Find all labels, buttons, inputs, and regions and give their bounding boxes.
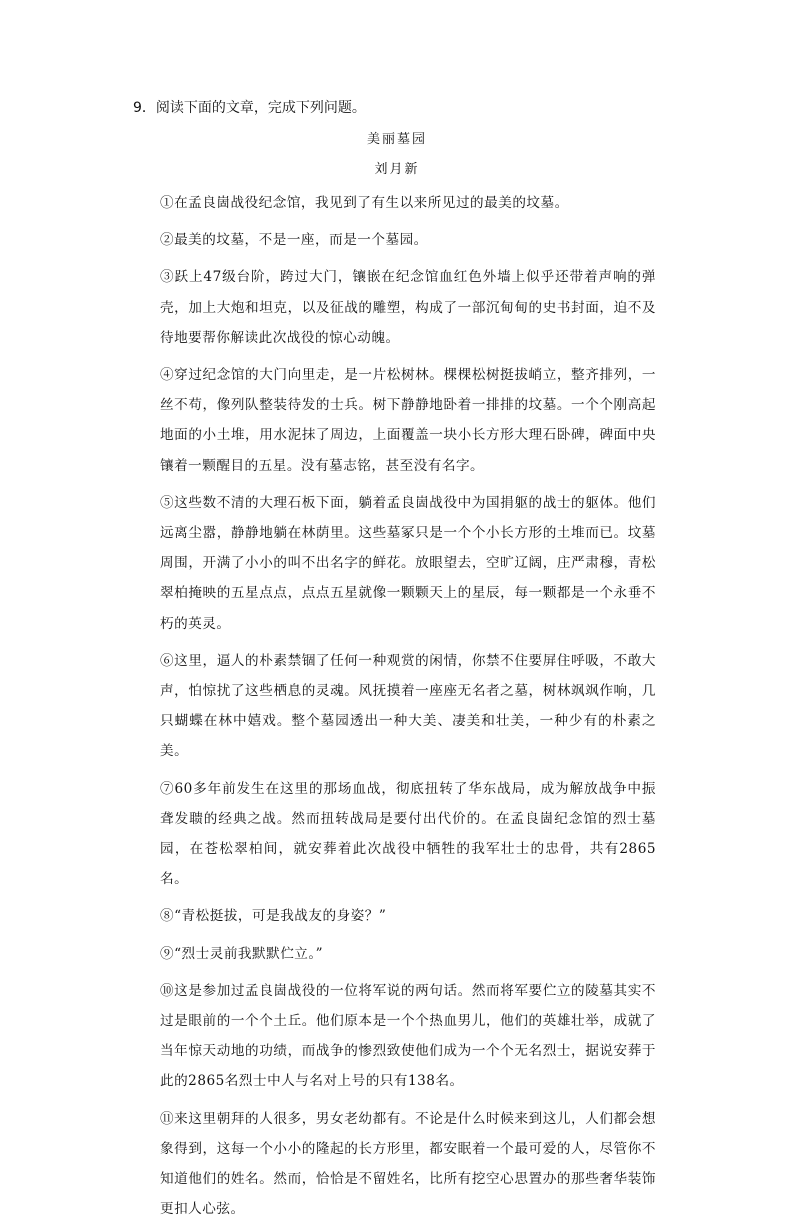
question-label: 9．阅读下面的文章，完成下列问题。 xyxy=(133,100,366,116)
paragraph: ⑧“青松挺拔，可是我战友的身姿？” xyxy=(160,908,387,925)
paragraph: ③跃上47级台阶，跨过大门，镶嵌在纪念馆血红色外墙上似乎还带着声响的弹壳，加上大炮和坦克，以及征战的雕塑，构成了一部沉甸甸的史书封面，迫不及待地要帮你解读此次战役的惊心动魄。 xyxy=(160,269,656,346)
article-author: 刘月新 xyxy=(374,162,420,177)
paragraph: ④穿过纪念馆的大门向里走，是一片松树林。棵棵松树挺拔峭立，整齐排列，一丝不苟，像列队整装待发的士兵。树下静静地卧着一排排的坟墓。一个个刚高起地面的小土堆，用水泥抹了周边，上面覆盖一块小长方形大理石卧碑，碑面中央镶着一颗醒目的五星。没有墓志铭，甚至没有名字。 xyxy=(160,367,656,474)
article-title: 美丽墓园 xyxy=(366,132,427,147)
paragraph: ⑤这些数不清的大理石板下面，躺着孟良崮战役中为国捐躯的战士的躯体。他们远离尘嚣，静静地躺在林荫里。这些墓冢只是一个个小长方形的土堆而已。坟墓周围，开满了小小的叫不出名字的鲜花。放眼望去，空旷辽阔，庄严肃穆，青松翠柏掩映的五星点点，点点五星就像一颗颗天上的星辰，每一颗都是一个永垂不朽的英灵。 xyxy=(160,494,656,632)
paragraph: ⑥这里，逼人的朴素禁锢了任何一种观赏的闲情，你禁不住要屏住呼吸，不敢大声，怕惊扰了这些栖息的灵魂。风抚摸着一座座无名者之墓，树林飒飒作响，几只蝴蝶在林中嬉戏。整个墓园透出一种大美、凄美和壮美，一种少有的朴素之美。 xyxy=(160,652,656,760)
paragraph: ⑨“烈士灵前我默默伫立。” xyxy=(160,945,324,962)
paragraph: ⑪来这里朝拜的人很多，男女老幼都有。不论是什么时候来到这儿，人们都会想象得到，这每一个小小的隆起的长方形里，都安眠着一个最可爱的人，尽管你不知道他们的姓名。然而，恰恰是不留姓名，比所有挖空心思置办的那些奢华装饰更扣人心弦。 xyxy=(160,1110,656,1218)
paragraph: ⑦60多年前发生在这里的那场血战，彻底扭转了华东战局，成为解放战争中振聋发聩的经典之战。然而扭转战局是要付出代价的。在孟良崮纪念馆的烈士墓园，在苍松翠柏间，就安葬着此次战役中牺牲的我军壮士的忠骨，共有2865名。 xyxy=(160,780,656,888)
paragraph: ⑩这是参加过孟良崮战役的一位将军说的两句话。然而将军要伫立的陵墓其实不过是眼前的一个个土丘。他们原本是一个个热血男儿，他们的英雄壮举，成就了当年惊天动地的功绩，而战争的惨烈致使他们成为一个个无名烈士，据说安葬于此的2865名烈士中人与名对上号的只有138名。 xyxy=(160,982,656,1090)
article-body xyxy=(160,188,656,1232)
paragraph: ②最美的坟墓，不是一座，而是一个墓园。 xyxy=(160,232,428,249)
paragraph: ①在孟良崮战役纪念馆，我见到了有生以来所见过的最美的坟墓。 xyxy=(160,195,569,211)
